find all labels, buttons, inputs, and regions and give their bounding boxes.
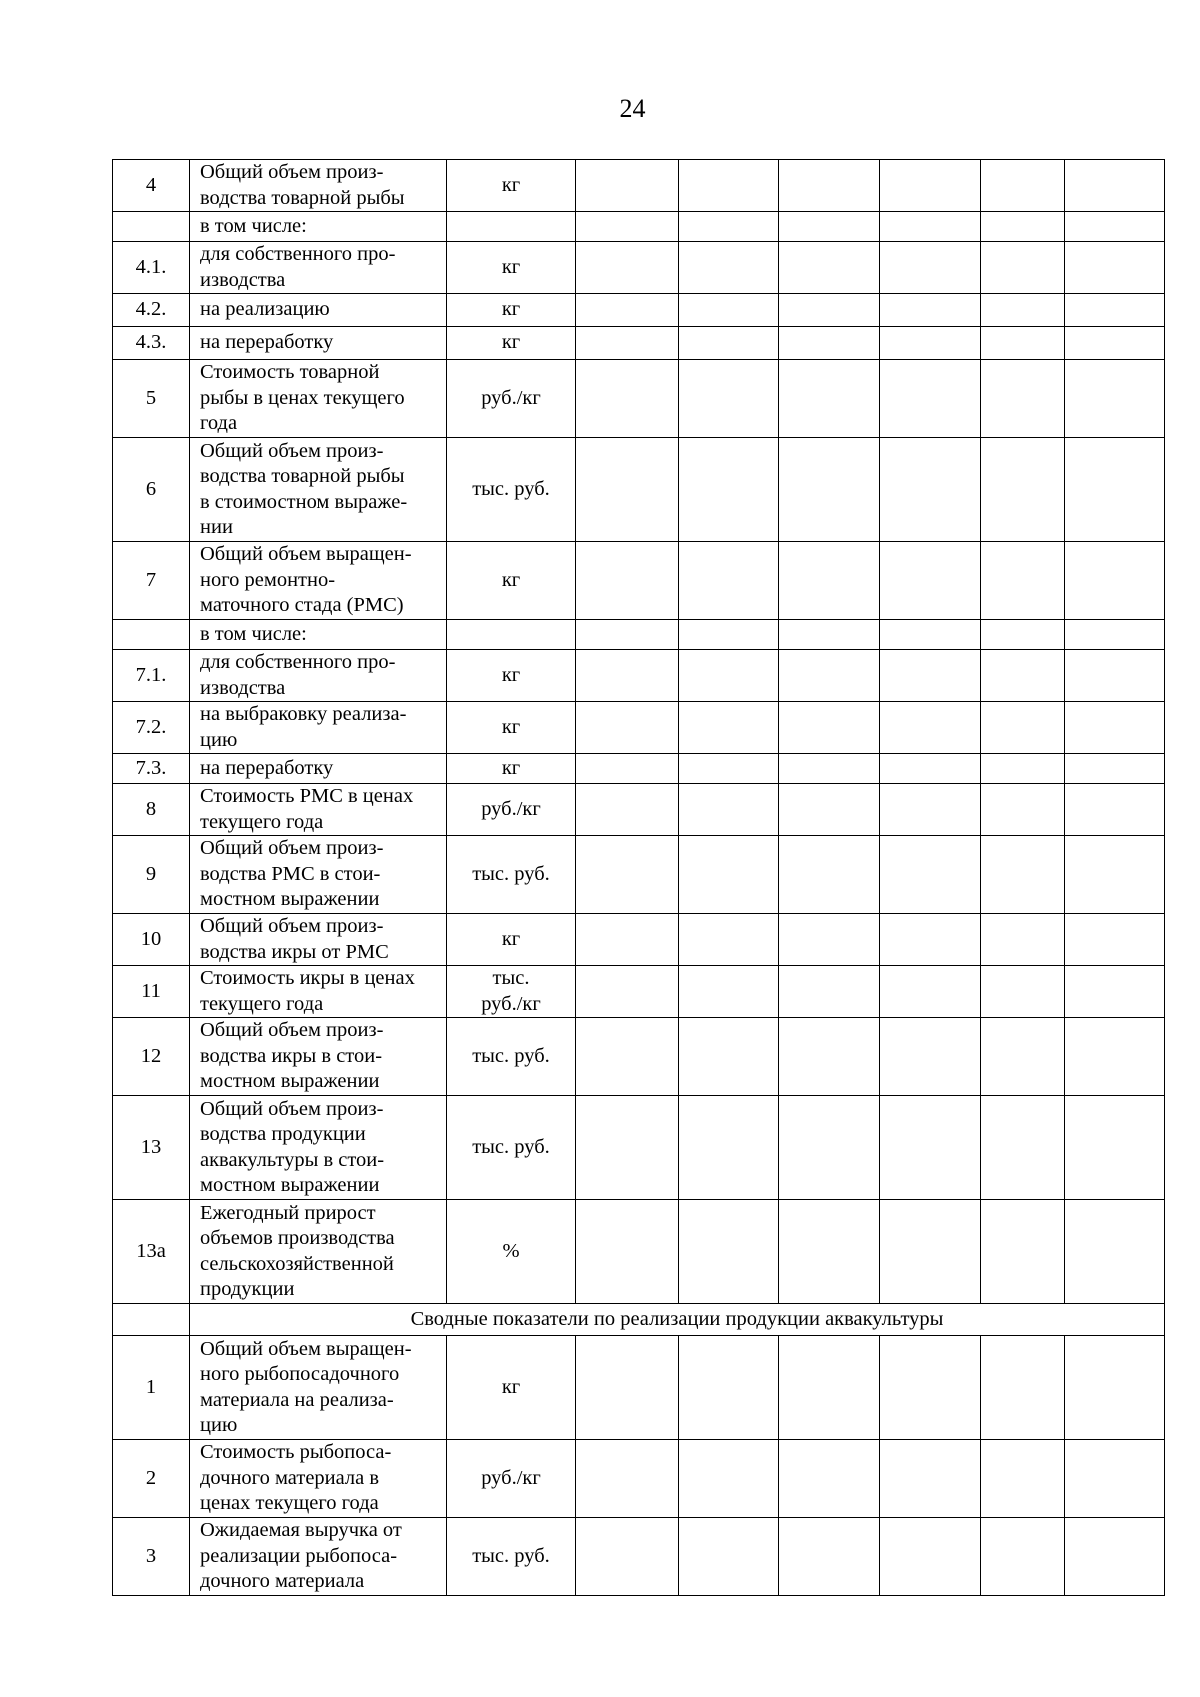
value-cell xyxy=(779,542,880,620)
value-cell xyxy=(576,966,679,1018)
unit-of-measure: тыс. руб. xyxy=(447,438,576,542)
value-cell xyxy=(576,212,679,242)
value-cell xyxy=(779,914,880,966)
value-cell xyxy=(880,1440,981,1518)
value-cell xyxy=(880,650,981,702)
indicator-name: Общий объем произ- водства икры от РМС xyxy=(190,914,447,966)
value-cell xyxy=(981,327,1065,360)
unit-of-measure: тыс. руб. xyxy=(447,1518,576,1596)
value-cell xyxy=(679,438,779,542)
value-cell xyxy=(779,360,880,438)
table-row xyxy=(113,360,1165,438)
value-cell xyxy=(679,1336,779,1440)
value-cell xyxy=(981,242,1065,294)
value-cell xyxy=(1065,702,1165,754)
table-row xyxy=(113,754,1165,784)
value-cell xyxy=(679,1018,779,1096)
value-cell xyxy=(779,1018,880,1096)
page-number: 24 xyxy=(619,94,646,123)
value-cell xyxy=(576,242,679,294)
unit-of-measure: кг xyxy=(447,754,576,784)
unit-of-measure xyxy=(447,212,576,242)
value-cell xyxy=(981,1096,1065,1200)
value-cell xyxy=(779,784,880,836)
value-cell xyxy=(880,212,981,242)
value-cell xyxy=(576,1440,679,1518)
row-number: 4.2. xyxy=(113,294,190,327)
value-cell xyxy=(779,160,880,212)
row-number: 9 xyxy=(113,836,190,914)
value-cell xyxy=(779,650,880,702)
value-cell xyxy=(1065,914,1165,966)
value-cell xyxy=(880,294,981,327)
indicator-name: Общий объем выращен- ного ремонтно- маточного стада (РМС) xyxy=(190,542,447,620)
unit-of-measure: руб./кг xyxy=(447,784,576,836)
indicator-name: в том числе: xyxy=(190,212,447,242)
value-cell xyxy=(880,1096,981,1200)
value-cell xyxy=(880,836,981,914)
table-row xyxy=(113,620,1165,650)
unit-of-measure: руб./кг xyxy=(447,1440,576,1518)
value-cell xyxy=(679,212,779,242)
value-cell xyxy=(981,360,1065,438)
row-number: 4 xyxy=(113,160,190,212)
value-cell xyxy=(779,1336,880,1440)
value-cell xyxy=(1065,212,1165,242)
value-cell xyxy=(1065,438,1165,542)
indicator-name: Стоимость рыбопоса- дочного материала в ценах текущего года xyxy=(190,1440,447,1518)
indicators-table xyxy=(112,159,1165,1596)
value-cell xyxy=(576,650,679,702)
table-row xyxy=(113,836,1165,914)
table-row xyxy=(113,650,1165,702)
unit-of-measure: кг xyxy=(447,294,576,327)
row-number: 4.1. xyxy=(113,242,190,294)
row-number: 2 xyxy=(113,1440,190,1518)
value-cell xyxy=(576,784,679,836)
row-number: 3 xyxy=(113,1518,190,1596)
value-cell xyxy=(1065,360,1165,438)
value-cell xyxy=(779,702,880,754)
value-cell xyxy=(576,438,679,542)
value-cell xyxy=(679,784,779,836)
unit-of-measure: кг xyxy=(447,650,576,702)
value-cell xyxy=(576,294,679,327)
unit-of-measure: кг xyxy=(447,242,576,294)
value-cell xyxy=(981,650,1065,702)
value-cell xyxy=(679,1518,779,1596)
value-cell xyxy=(880,702,981,754)
indicator-name: Общий объем произ- водства товарной рыбы в стоимостном выраже- нии xyxy=(190,438,447,542)
value-cell xyxy=(679,914,779,966)
unit-of-measure: кг xyxy=(447,542,576,620)
indicator-name: Общий объем произ- водства товарной рыбы xyxy=(190,160,447,212)
table-row xyxy=(113,1096,1165,1200)
value-cell xyxy=(779,438,880,542)
unit-of-measure: кг xyxy=(447,327,576,360)
indicator-name: Общий объем произ- водства икры в стои- мостном выражении xyxy=(190,1018,447,1096)
value-cell xyxy=(880,754,981,784)
unit-of-measure: кг xyxy=(447,702,576,754)
value-cell xyxy=(1065,1018,1165,1096)
row-number: 1 xyxy=(113,1336,190,1440)
value-cell xyxy=(981,1440,1065,1518)
value-cell xyxy=(679,966,779,1018)
value-cell xyxy=(880,1518,981,1596)
unit-of-measure: тыс. руб. xyxy=(447,1096,576,1200)
row-number: 13а xyxy=(113,1200,190,1304)
value-cell xyxy=(880,620,981,650)
value-cell xyxy=(880,542,981,620)
unit-of-measure xyxy=(447,620,576,650)
row-number xyxy=(113,212,190,242)
value-cell xyxy=(576,620,679,650)
indicator-name: на переработку xyxy=(190,754,447,784)
value-cell xyxy=(1065,242,1165,294)
value-cell xyxy=(1065,784,1165,836)
indicator-name: Общий объем произ- водства продукции аквакультуры в стои- мостном выражении xyxy=(190,1096,447,1200)
value-cell xyxy=(779,620,880,650)
value-cell xyxy=(1065,1336,1165,1440)
value-cell xyxy=(679,702,779,754)
table-row xyxy=(113,212,1165,242)
row-number: 12 xyxy=(113,1018,190,1096)
row-number: 8 xyxy=(113,784,190,836)
value-cell xyxy=(679,754,779,784)
table-row xyxy=(113,702,1165,754)
value-cell xyxy=(880,1018,981,1096)
table-row xyxy=(113,914,1165,966)
value-cell xyxy=(576,702,679,754)
value-cell xyxy=(576,1336,679,1440)
indicator-name: на реализацию xyxy=(190,294,447,327)
value-cell xyxy=(981,966,1065,1018)
value-cell xyxy=(1065,754,1165,784)
unit-of-measure: тыс. руб. xyxy=(447,836,576,914)
unit-of-measure: кг xyxy=(447,1336,576,1440)
value-cell xyxy=(679,1200,779,1304)
value-cell xyxy=(880,966,981,1018)
indicator-name: Ожидаемая выручка от реализации рыбопоса- дочного материала xyxy=(190,1518,447,1596)
table-row xyxy=(113,1200,1165,1304)
value-cell xyxy=(779,212,880,242)
value-cell xyxy=(1065,836,1165,914)
value-cell xyxy=(880,1200,981,1304)
row-number: 11 xyxy=(113,966,190,1018)
value-cell xyxy=(880,438,981,542)
value-cell xyxy=(576,542,679,620)
value-cell xyxy=(679,542,779,620)
value-cell xyxy=(679,242,779,294)
row-number: 4.3. xyxy=(113,327,190,360)
table-row xyxy=(113,438,1165,542)
value-cell xyxy=(1065,1096,1165,1200)
row-number: 7 xyxy=(113,542,190,620)
unit-of-measure: тыс. руб. xyxy=(447,1018,576,1096)
value-cell xyxy=(981,702,1065,754)
value-cell xyxy=(779,1440,880,1518)
value-cell xyxy=(779,966,880,1018)
value-cell xyxy=(981,1200,1065,1304)
value-cell xyxy=(576,1096,679,1200)
value-cell xyxy=(1065,650,1165,702)
value-cell xyxy=(576,914,679,966)
indicator-name: в том числе: xyxy=(190,620,447,650)
row-number xyxy=(113,620,190,650)
value-cell xyxy=(981,620,1065,650)
value-cell xyxy=(880,160,981,212)
value-cell xyxy=(981,754,1065,784)
value-cell xyxy=(880,1336,981,1440)
indicator-name: Ежегодный прирост объемов производства сельскохозяйственной продукции xyxy=(190,1200,447,1304)
section-title: Сводные показатели по реализации продукции аквакультуры xyxy=(190,1304,1165,1336)
value-cell xyxy=(981,1018,1065,1096)
row-number: 7.1. xyxy=(113,650,190,702)
value-cell xyxy=(576,1200,679,1304)
row-number: 10 xyxy=(113,914,190,966)
indicator-name: Стоимость РМС в ценах текущего года xyxy=(190,784,447,836)
value-cell xyxy=(981,212,1065,242)
value-cell xyxy=(981,914,1065,966)
value-cell xyxy=(679,160,779,212)
value-cell xyxy=(880,784,981,836)
value-cell xyxy=(779,1096,880,1200)
table-row xyxy=(113,784,1165,836)
value-cell xyxy=(779,1200,880,1304)
indicator-name: Стоимость икры в ценах текущего года xyxy=(190,966,447,1018)
value-cell xyxy=(679,836,779,914)
value-cell xyxy=(679,360,779,438)
value-cell xyxy=(880,360,981,438)
value-cell xyxy=(679,620,779,650)
value-cell xyxy=(981,542,1065,620)
value-cell xyxy=(679,327,779,360)
table-row xyxy=(113,1336,1165,1440)
value-cell xyxy=(779,836,880,914)
value-cell xyxy=(779,294,880,327)
section-header-row xyxy=(113,1304,1165,1336)
value-cell xyxy=(576,160,679,212)
value-cell xyxy=(779,242,880,294)
value-cell xyxy=(576,836,679,914)
indicator-name: Общий объем произ- водства РМС в стои- мостном выражении xyxy=(190,836,447,914)
value-cell xyxy=(576,327,679,360)
value-cell xyxy=(679,650,779,702)
value-cell xyxy=(1065,1440,1165,1518)
value-cell xyxy=(1065,294,1165,327)
value-cell xyxy=(981,784,1065,836)
number-cell xyxy=(113,1304,190,1336)
indicator-name: для собственного про- изводства xyxy=(190,650,447,702)
value-cell xyxy=(576,360,679,438)
value-cell xyxy=(576,754,679,784)
row-number: 7.2. xyxy=(113,702,190,754)
value-cell xyxy=(1065,327,1165,360)
value-cell xyxy=(981,160,1065,212)
row-number: 13 xyxy=(113,1096,190,1200)
value-cell xyxy=(576,1518,679,1596)
value-cell xyxy=(1065,542,1165,620)
table-row xyxy=(113,1518,1165,1596)
value-cell xyxy=(981,1336,1065,1440)
value-cell xyxy=(679,1440,779,1518)
value-cell xyxy=(880,242,981,294)
table-row xyxy=(113,542,1165,620)
unit-of-measure: кг xyxy=(447,160,576,212)
unit-of-measure: руб./кг xyxy=(447,360,576,438)
value-cell xyxy=(1065,1200,1165,1304)
table-row xyxy=(113,327,1165,360)
table-row xyxy=(113,1440,1165,1518)
unit-of-measure: тыс. руб./кг xyxy=(447,966,576,1018)
value-cell xyxy=(981,1518,1065,1596)
value-cell xyxy=(679,1096,779,1200)
value-cell xyxy=(679,294,779,327)
indicator-name: для собственного про- изводства xyxy=(190,242,447,294)
value-cell xyxy=(779,327,880,360)
table-row xyxy=(113,242,1165,294)
table-row xyxy=(113,1018,1165,1096)
value-cell xyxy=(779,754,880,784)
value-cell xyxy=(880,914,981,966)
value-cell xyxy=(981,294,1065,327)
value-cell xyxy=(779,1518,880,1596)
indicator-name: Общий объем выращен- ного рыбопосадочного материала на реализа- цию xyxy=(190,1336,447,1440)
table-row xyxy=(113,966,1165,1018)
row-number: 7.3. xyxy=(113,754,190,784)
value-cell xyxy=(1065,160,1165,212)
value-cell xyxy=(576,1018,679,1096)
row-number: 5 xyxy=(113,360,190,438)
value-cell xyxy=(981,836,1065,914)
value-cell xyxy=(981,438,1065,542)
indicator-name: на выбраковку реализа- цию xyxy=(190,702,447,754)
value-cell xyxy=(1065,620,1165,650)
value-cell xyxy=(1065,1518,1165,1596)
indicator-name: на переработку xyxy=(190,327,447,360)
table-row xyxy=(113,294,1165,327)
unit-of-measure: % xyxy=(447,1200,576,1304)
unit-of-measure: кг xyxy=(447,914,576,966)
row-number: 6 xyxy=(113,438,190,542)
table-row xyxy=(113,160,1165,212)
indicator-name: Стоимость товарной рыбы в ценах текущего года xyxy=(190,360,447,438)
value-cell xyxy=(1065,966,1165,1018)
value-cell xyxy=(880,327,981,360)
